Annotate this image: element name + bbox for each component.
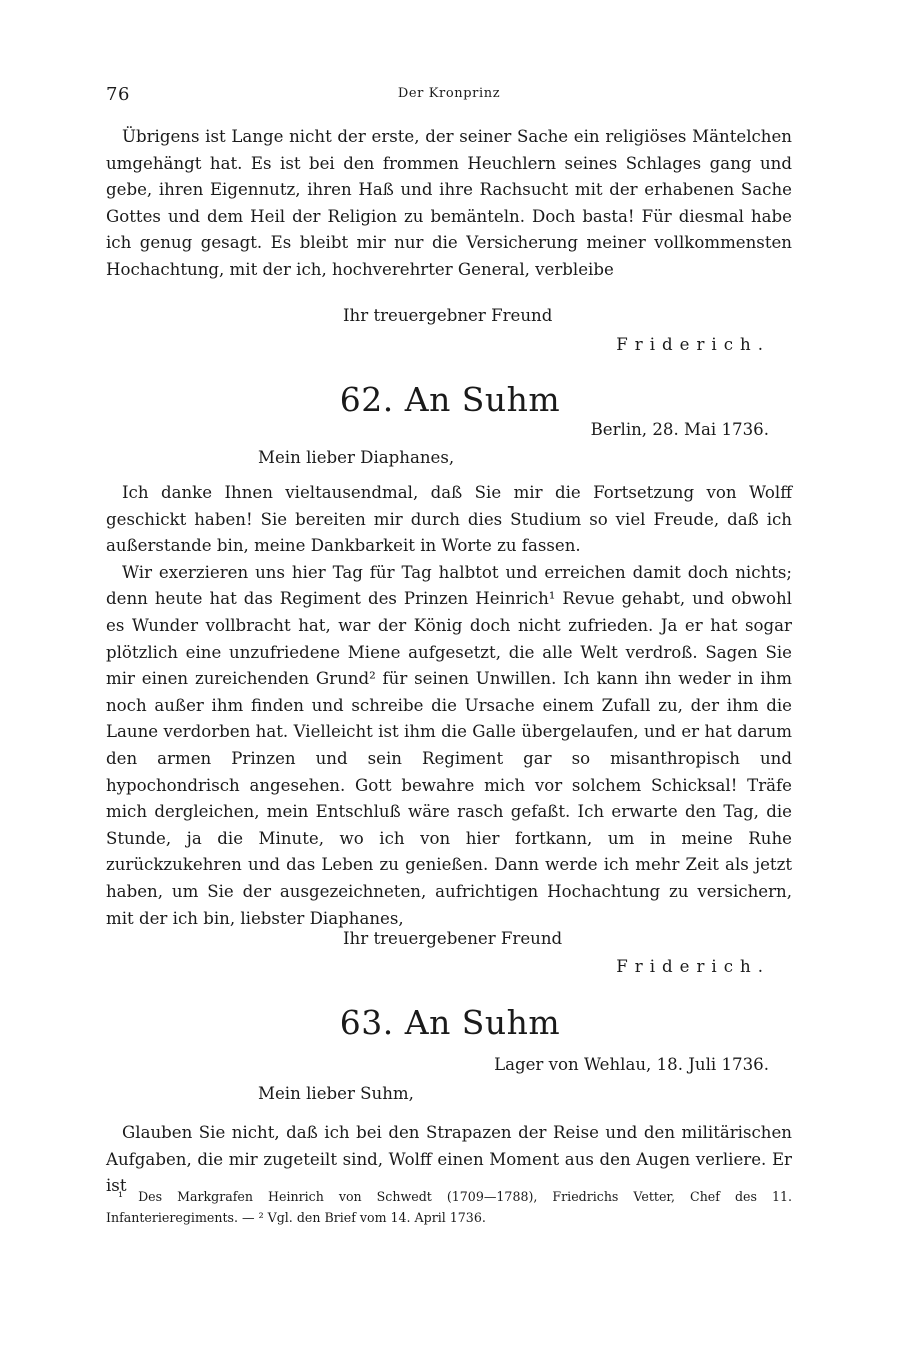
letter-63-paragraph-1: Glauben Sie nicht, daß ich bei den Strapazen der Reise und den militärischen Aufgaben, die mir zugeteilt sind, Wolff einen Moment aus den Augen verliere. Er ist (106, 1123, 792, 1196)
continuation-paragraph: Übrigens ist Lange nicht der erste, der seiner Sache ein religiöses Mäntelchen umgehängt hat. Es ist bei den frommen Heuchlern seines Schlages gang und gebe, ihren Eigennutz, ihren Haß und ihre Rachsucht mit der erhabenen Sache Gottes und dem Heil der Religion zu bemänteln. Doch basta! Für diesmal habe ich genug gesagt. Es bleibt mir nur die Versicherung meiner vollkommensten Hochachtung, mit der ich, hochverehrter General, verbleibe (106, 127, 792, 279)
footnote-text: ¹ Des Markgrafen Heinrich von Schwedt (1709—1788), Friedrichs Vetter, Chef des 11. Infanterieregiments. — ² Vgl. den Brief vom 14. April 1736. (106, 1189, 792, 1225)
letter-62-closing: Ihr treuergebener Freund (343, 929, 563, 948)
letter-62-title: 62. An Suhm (339, 380, 561, 419)
letter-62-paragraph-1: Ich danke Ihnen vieltausendmal, daß Sie mir die Fortsetzung von Wolff geschickt haben! Sie bereiten mir durch dies Studium so viel Freude, daß ich außerstande bin, meine Dankbarkeit in Worte zu fassen. (106, 483, 792, 556)
previous-letter-closing: Ihr treuergebner Freund (343, 306, 553, 325)
letter-62-salutation: Mein lieber Diaphanes, (258, 448, 455, 467)
footnotes (106, 1186, 792, 1228)
running-title: Der Kronprinz (397, 86, 501, 101)
letter-63-title: 63. An Suhm (339, 1003, 561, 1042)
previous-letter-signature: Friderich. (616, 335, 770, 354)
letter-62-paragraph-2: Wir exerzieren uns hier Tag für Tag halbtot und erreichen damit doch nichts; denn heute hat das Regiment des Prinzen Heinrich¹ Revue gehabt, und obwohl es Wunder vollbracht hat, war der König doch nicht zufrieden. Ja er hat sogar plötzlich eine unzufriedene Miene aufgesetzt, die alle Welt verdroß. Sagen Sie mir einen zureichenden Grund² für seinen Unwillen. Ich kann ihn weder in ihm noch außer ihm finden und schreibe die Ursache einem Zufall zu, der ihm die Laune verdorben hat. Vielleicht ist ihm die Galle übergelaufen, und er hat darum den armen Prinzen und sein Regiment gar so misanthropisch und hypochondrisch angesehen. Gott bewahre mich vor solchem Schicksal! Träfe mich dergleichen, mein Entschluß wäre rasch gefaßt. Ich erwarte den Tag, die Stunde, ja die Minute, wo ich von hier fortkann, um in meine Ruhe zurückzukehren und das Leben zu genießen. Dann werde ich mehr Zeit als jetzt haben, um Sie der ausgezeichneten, aufrichtigen Hochachtung zu versichern, mit der ich bin, liebster Diaphanes, (106, 562, 792, 928)
letter-62-dateline: Berlin, 28. Mai 1736. (590, 420, 769, 439)
letter-62-body (106, 480, 792, 932)
letter-63-salutation: Mein lieber Suhm, (258, 1084, 414, 1103)
letter-63-dateline: Lager von Wehlau, 18. Juli 1736. (494, 1055, 769, 1074)
page-header (106, 84, 792, 108)
letter-62-signature: Friderich. (616, 957, 770, 976)
page-number: 76 (106, 84, 130, 105)
previous-letter-ending (106, 124, 792, 284)
